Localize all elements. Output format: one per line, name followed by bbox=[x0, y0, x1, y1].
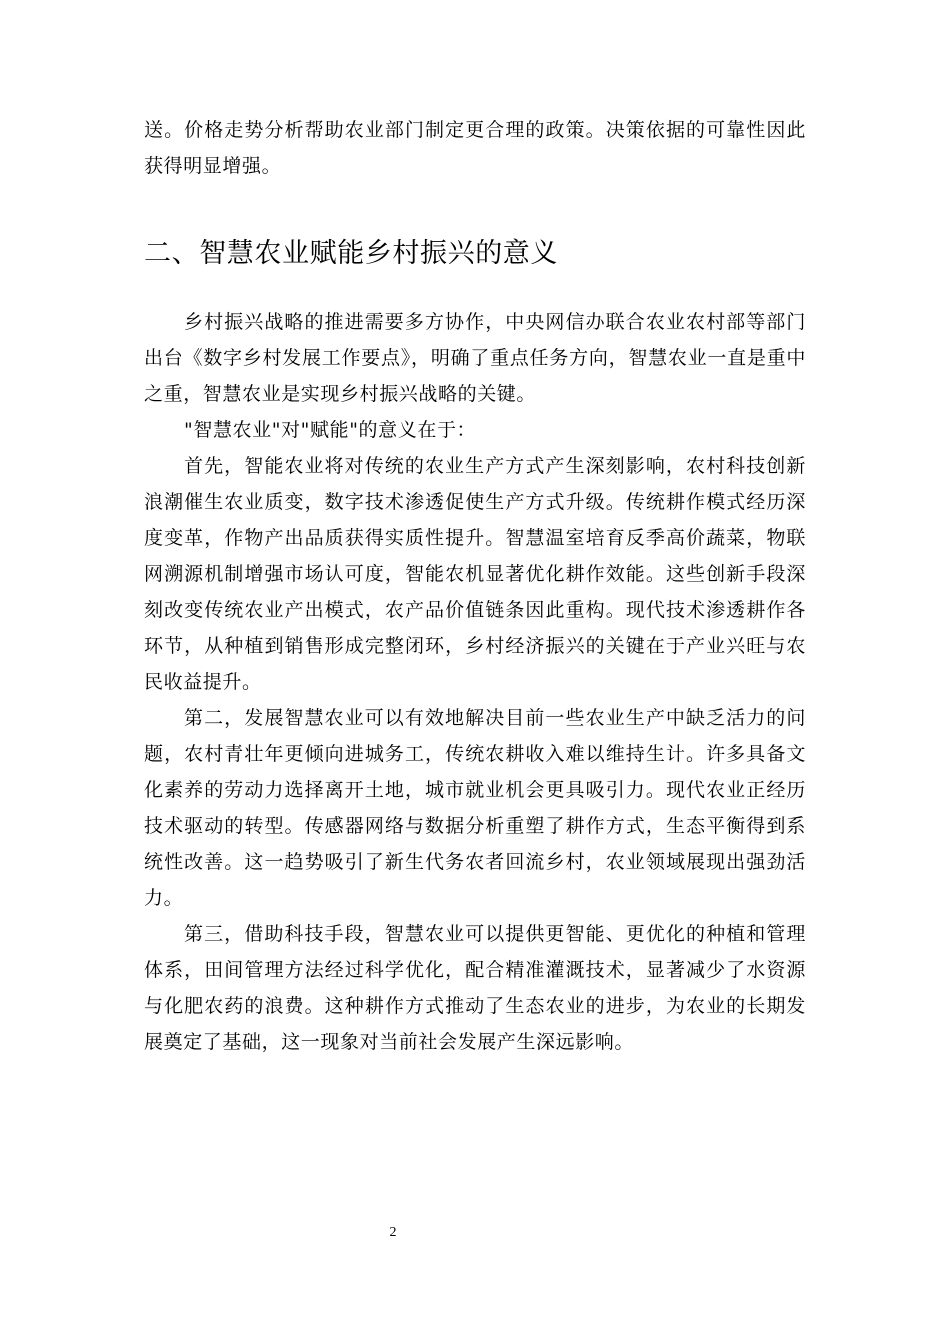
paragraph-1: 乡村振兴战略的推进需要多方协作，中央网信办联合农业农村部等部门出台《数字乡村发展工作要点》，明确了重点任务方向，智慧农业一直是重中之重，智慧农业是实现乡村振兴战略的关键。 bbox=[144, 311, 806, 405]
paragraph-4: 第二，发展智慧农业可以有效地解决目前一些农业生产中缺乏活力的问题，农村青壮年更倾向进城务工，传统农耕收入难以维持生计。许多具备文化素养的劳动力选择离开土地，城市就业机会更具吸引力。现代农业正经历技术驱动的转型。传感器网络与数据分析重塑了耕作方式，生态平衡得到系统性改善。这一趋势吸引了新生代务农者回流乡村，农业领域展现出强劲活力。 bbox=[144, 707, 806, 909]
page-content bbox=[144, 112, 806, 1060]
section-heading: 二、智慧农业赋能乡村振兴的意义 bbox=[144, 238, 558, 269]
paragraph-5: 第三，借助科技手段，智慧农业可以提供更智能、更优化的种植和管理体系，田间管理方法经过科学优化，配合精准灌溉技术，显著减少了水资源与化肥农药的浪费。这种耕作方式推动了生态农业的进步，为农业的长期发展奠定了基础，这一现象对当前社会发展产生深远影响。 bbox=[144, 923, 806, 1053]
paragraph-2: "智慧农业"对"赋能"的意义在于： bbox=[184, 419, 477, 441]
intro-paragraph: 送。价格走势分析帮助农业部门制定更合理的政策。决策依据的可靠性因此获得明显增强。 bbox=[144, 119, 806, 177]
paragraph-3: 首先，智能农业将对传统的农业生产方式产生深刻影响，农村科技创新浪潮催生农业质变，数字技术渗透促使生产方式升级。传统耕作模式经历深度变革，作物产出品质获得实质性提升。智慧温室培育反季高价蔬菜，物联网溯源机制增强市场认可度，智能农机显著优化耕作效能。这些创新手段深刻改变传统农业产出模式，农产品价值链条因此重构。现代技术渗透耕作各环节，从种植到销售形成完整闭环，乡村经济振兴的关键在于产业兴旺与农民收益提升。 bbox=[144, 455, 806, 693]
page-number: 2 bbox=[389, 1225, 397, 1240]
